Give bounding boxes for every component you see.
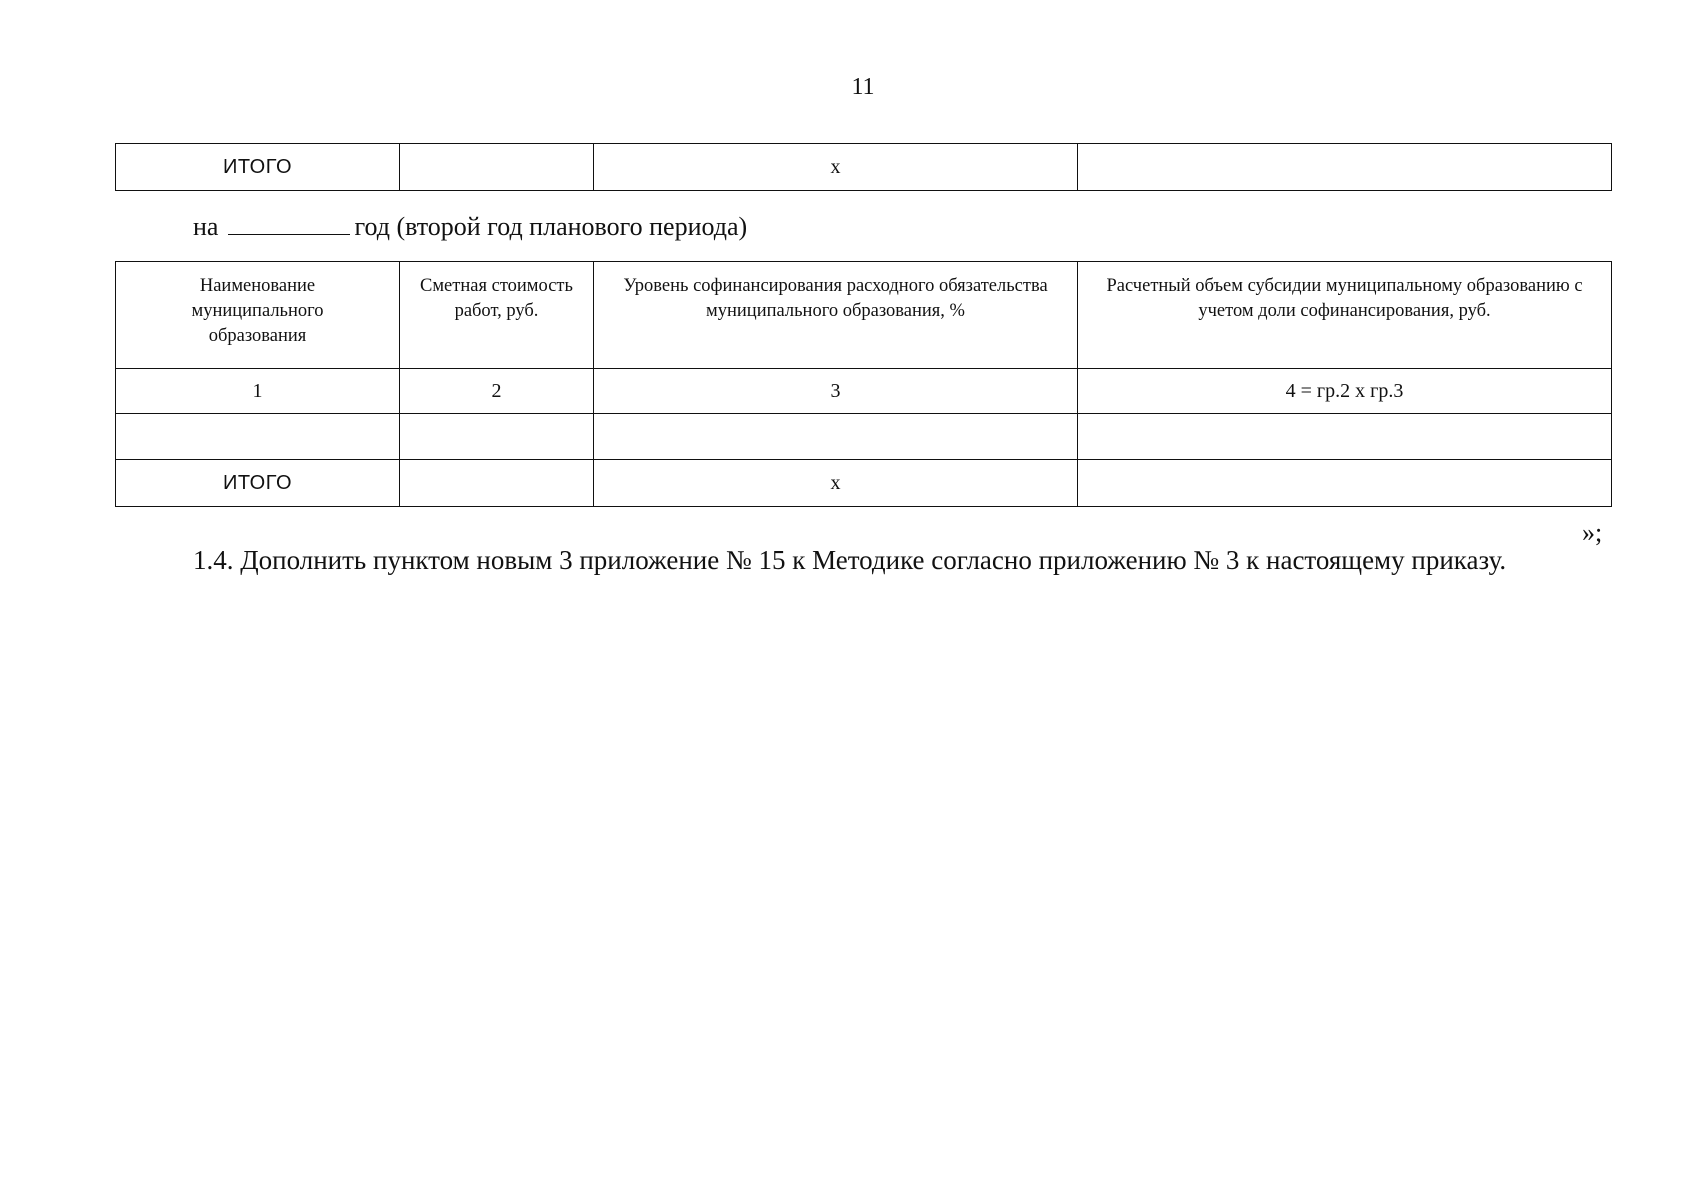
column-number-3: 3 <box>594 369 1078 414</box>
header-estimated-cost: Сметная стоимость работ, руб. <box>400 262 594 369</box>
total-subsidy-cell <box>1078 460 1612 507</box>
page-number: 11 <box>851 74 875 100</box>
estimated-cost-cell <box>400 414 594 460</box>
total-cofinancing-cell: x <box>594 144 1078 191</box>
amendment-paragraph: 1.4. Дополнить пунктом новым 3 приложение № 15 к Методике согласно приложению № 3 к настоящему приказу. <box>193 545 1507 575</box>
column-number-2: 2 <box>400 369 594 414</box>
total-row <box>116 460 1612 507</box>
year-heading-prefix: на <box>193 212 219 241</box>
previous-table-total <box>115 143 1612 191</box>
column-number-1: 1 <box>116 369 400 414</box>
closing-quote: »; <box>1582 518 1603 547</box>
column-number-4: 4 = гр.2 x гр.3 <box>1078 369 1612 414</box>
total-label: ИТОГО <box>116 460 400 507</box>
total-estimated-cost-cell <box>400 460 594 507</box>
total-subsidy-cell <box>1078 144 1612 191</box>
total-row <box>116 144 1612 191</box>
year-blank-line <box>228 212 350 235</box>
municipality-cell <box>116 414 400 460</box>
column-numbers-row <box>116 369 1612 414</box>
subsidy-calculation-table <box>115 261 1612 507</box>
header-row <box>116 262 1612 369</box>
total-cofinancing-cell: x <box>594 460 1078 507</box>
table-row <box>116 414 1612 460</box>
year-heading <box>193 212 747 242</box>
header-cofinancing-level: Уровень софинансирования расходного обязательства муниципального образования, % <box>594 262 1078 369</box>
year-heading-suffix: год (второй год планового периода) <box>354 212 748 241</box>
subsidy-cell <box>1078 414 1612 460</box>
total-label: ИТОГО <box>116 144 400 191</box>
header-subsidy-volume: Расчетный объем субсидии муниципальному образованию с учетом доли софинансирования, руб. <box>1078 262 1612 369</box>
header-municipality: Наименование муниципального образования <box>116 262 400 369</box>
total-estimated-cost-cell <box>400 144 594 191</box>
cofinancing-cell <box>594 414 1078 460</box>
